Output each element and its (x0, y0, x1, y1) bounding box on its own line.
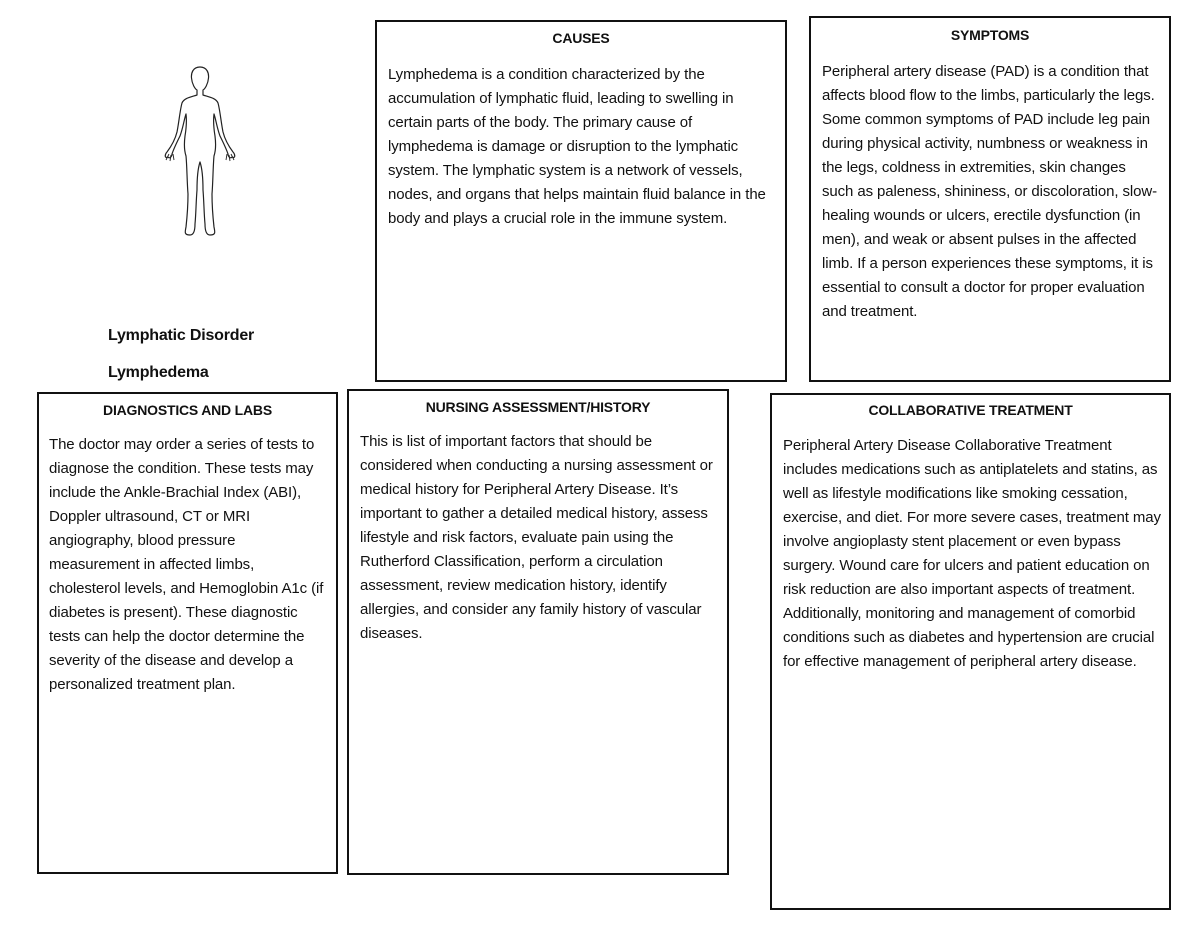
condition-label: Lymphedema (108, 364, 209, 381)
nursing-assessment-body: This is list of important factors that should be considered when conducting a nursing assessment or medical history for Peripheral Artery Disease. It’s important to gather a detailed medical history, assess lifestyle and risk factors, evaluate pain using the Rutherford Classification, perform a circulation assessment, review medication history, identify allergies, and consider any family history of vascular diseases. (360, 433, 713, 642)
nursing-assessment-title: NURSING ASSESSMENT/HISTORY (425, 399, 651, 415)
collaborative-treatment-body: Peripheral Artery Disease Collaborative Treatment includes medications such as antiplatelets and statins, as well as lifestyle modifications like smoking cessation, exercise, and diet. For more severe cases, treatment may involve angioplasty stent placement or even bypass surgery. Wound care for ulcers and patient education on risk reduction are also important aspects of treatment. Additionally, monitoring and management of comorbid conditions such as diabetes and hypertension are crucial for effective management of peripheral artery disease. (783, 437, 1161, 670)
nursing-assessment-box (347, 389, 729, 875)
symptoms-title: SYMPTOMS (950, 27, 1030, 43)
collaborative-treatment-box (770, 393, 1171, 910)
causes-body: Lymphedema is a condition characterized by the accumulation of lymphatic fluid, leading to swelling in certain parts of the body. The primary cause of lymphedema is damage or disruption to the lymphatic system. The lymphatic system is a network of vessels, nodes, and organs that helps maintain fluid balance in the body and plays a crucial role in the immune system. (388, 66, 766, 227)
diagnostics-body: The doctor may order a series of tests to diagnose the condition. These tests may include the Ankle-Brachial Index (ABI), Doppler ultrasound, CT or MRI angiography, blood pressure measurement in affected limbs, cholesterol levels, and Hemoglobin A1c (if diabetes is present). These diagnostic tests can help the doctor determine the severity of the disease and develop a personalized treatment plan. (49, 436, 324, 693)
symptoms-box (809, 16, 1171, 382)
disorder-label: Lymphatic Disorder (108, 327, 255, 344)
causes-box (375, 20, 787, 382)
human-body-outline-icon (160, 64, 240, 238)
causes-title: CAUSES (552, 30, 610, 46)
diagnostics-box (37, 392, 338, 874)
symptoms-body: Peripheral artery disease (PAD) is a condition that affects blood flow to the limbs, particularly the legs. Some common symptoms of PAD include leg pain during physical activity, numbness or weakness in the legs, coldness in extremities, skin changes such as paleness, shininess, or discoloration, slow-healing wounds or ulcers, erectile dysfunction (in men), and weak or absent pulses in the affected limb. If a person experiences these symptoms, it is essential to consult a doctor for proper evaluation and treatment. (822, 63, 1157, 320)
collaborative-treatment-title: COLLABORATIVE TREATMENT (868, 402, 1073, 418)
diagnostics-title: DIAGNOSTICS AND LABS (103, 402, 272, 418)
